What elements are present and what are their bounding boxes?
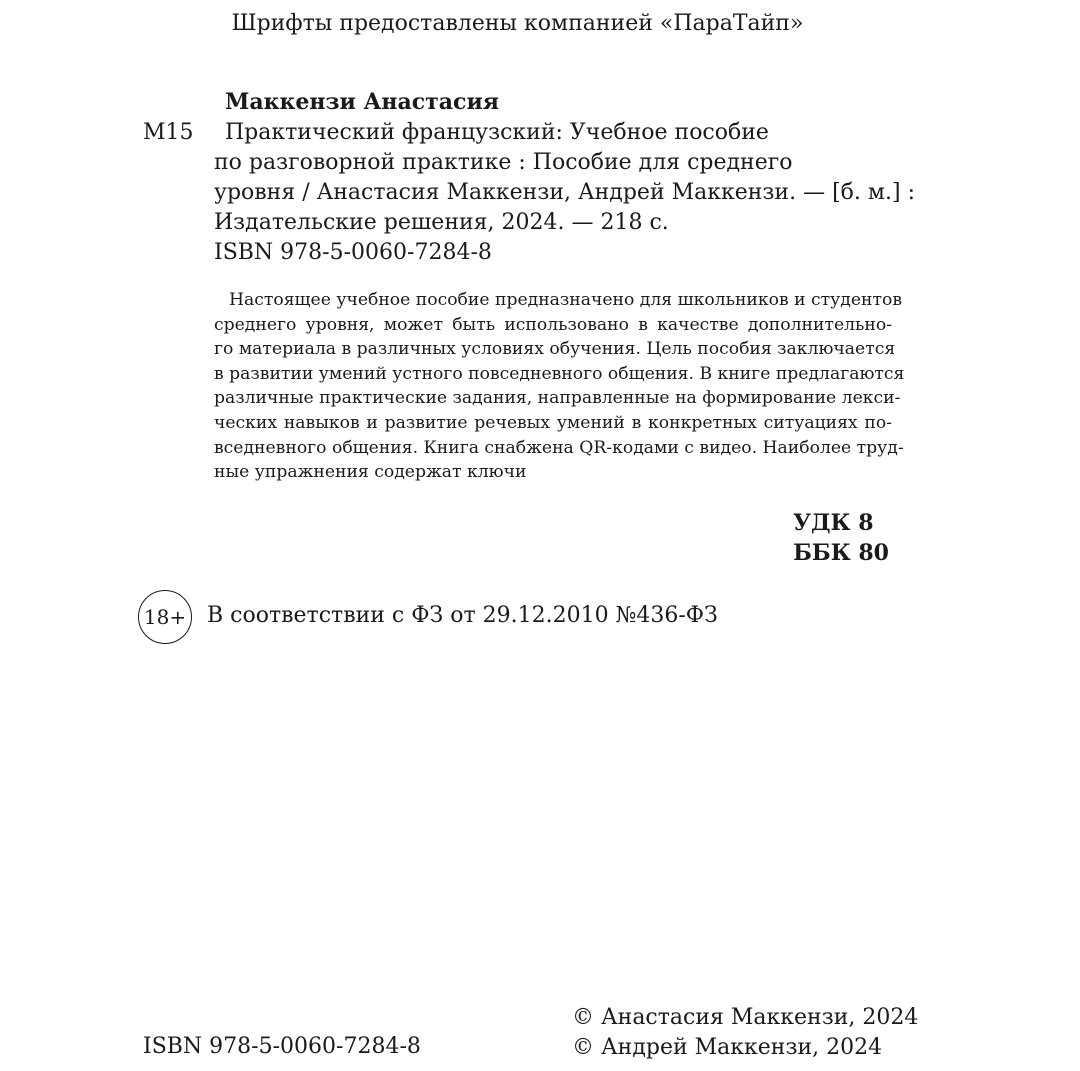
abstract-line: в развитии умений устного повседневного общения. В книге предлагаются (214, 363, 905, 384)
abstract-line: Настоящее учебное пособие предназначено для школьников и студентов (229, 290, 902, 310)
abstract-line: различные практические задания, направленные на формирование лекси- (214, 388, 901, 409)
font-credit: Шрифты предоставлены компанией «ПараТайп» (231, 11, 804, 36)
biblio-line: уровня / Анастасия Маккензи, Андрей Маккензи. — [б. м.] : (214, 180, 915, 205)
abstract-line: ческих навыков и развитие речевых умений в конкретных ситуациях по- (214, 412, 892, 433)
bbk-code: ББК 80 (793, 540, 889, 566)
abstract-line: го материала в различных условиях обучения. Цель пособия заключается (214, 339, 896, 360)
age-rating-badge (138, 590, 192, 644)
copyright-block (572, 1003, 918, 1063)
bibliographic-record (214, 118, 915, 268)
biblio-isbn: ISBN 978-5-0060-7284-8 (214, 240, 492, 265)
copyright-line: © Анастасия Маккензи, 2024 (572, 1005, 919, 1030)
isbn-bottom: ISBN 978-5-0060-7284-8 (143, 1034, 421, 1059)
biblio-line: Издательские решения, 2024. — 218 с. (214, 210, 669, 235)
age-rating-law: В соответствии с ФЗ от 29.12.2010 №436-ФЗ (207, 603, 718, 628)
abstract-line: ные упражнения содержат ключи (214, 462, 527, 483)
copyright-line: © Андрей Маккензи, 2024 (572, 1035, 883, 1060)
age-rating-label: 18+ (143, 605, 187, 629)
classification-block (793, 508, 889, 568)
abstract-line: среднего уровня, может быть использовано в качестве дополнительно- (214, 314, 892, 335)
abstract (214, 288, 905, 485)
udk-code: УДК 8 (793, 510, 874, 536)
abstract-line: вседневного общения. Книга снабжена QR-кодами с видео. Наиболее труд- (214, 437, 904, 458)
author-code: М15 (143, 120, 194, 145)
author-heading: Маккензи Анастасия (225, 89, 500, 115)
biblio-line: по разговорной практике : Пособие для среднего (214, 150, 793, 175)
biblio-line: Практический французский: Учебное пособие (225, 120, 769, 145)
